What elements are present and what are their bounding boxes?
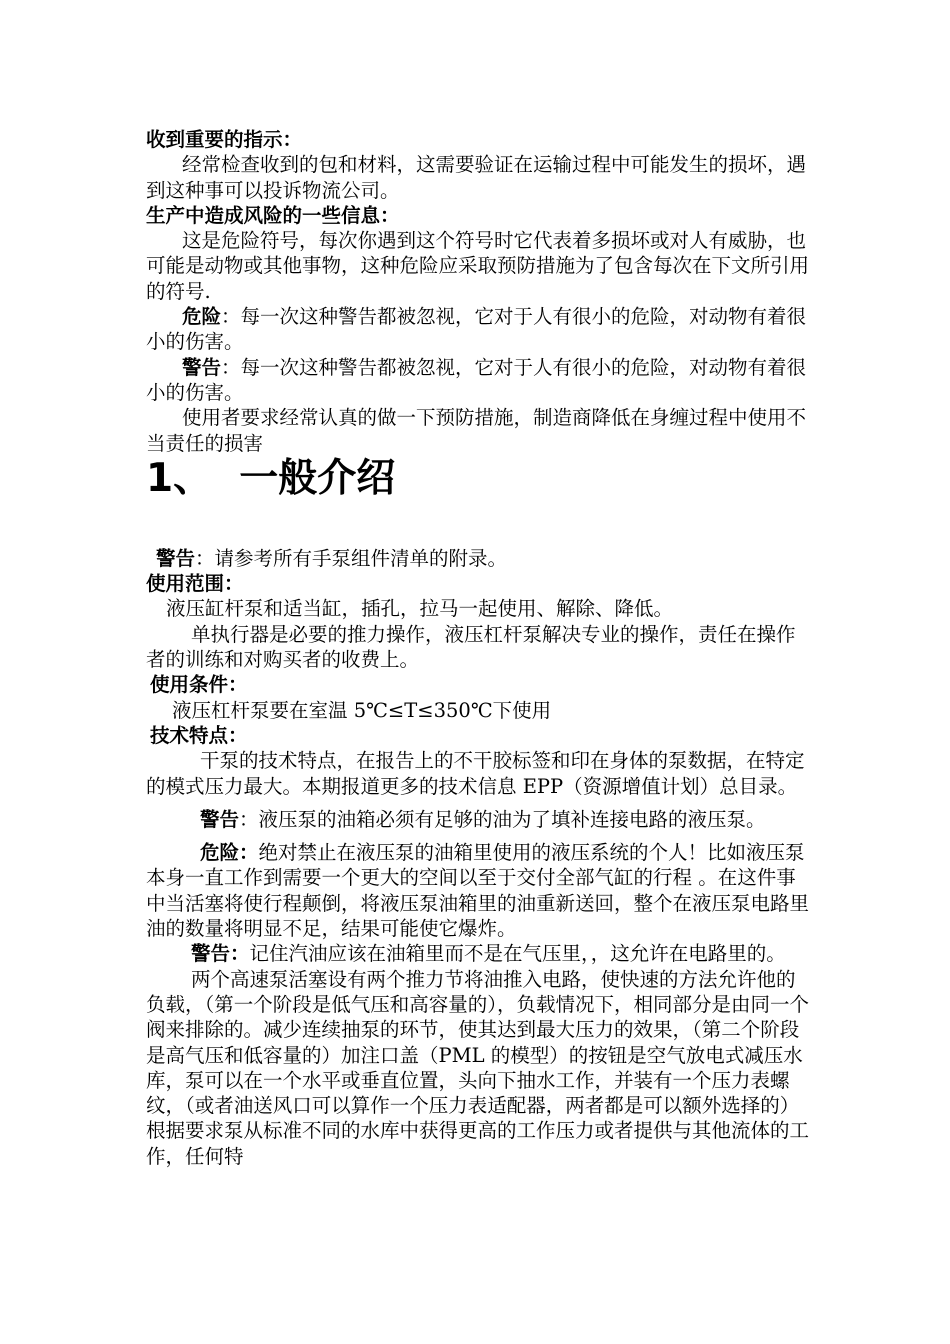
heading-technical: 技术特点： — [150, 723, 248, 747]
spacer — [146, 502, 814, 546]
danger-text: ：每一次这种警告都被忽视，它对于人有很小的危险，对动物有着很小的伤害。 — [146, 305, 807, 354]
paragraph-warning-4 — [146, 941, 814, 966]
paragraph-conditions: 液压杠杆泵要在室温 5℃≤T≤350℃下使用 — [172, 698, 552, 722]
warning-label: 警告 — [200, 807, 240, 831]
section-title: 1、 一般介绍 — [146, 455, 396, 501]
danger-label: 危险 — [182, 305, 222, 329]
paragraph-receive: 经常检查收到的包和材料，这需要验证在运输过程中可能发生的损坏，遇到这种事可以投诉物流公司。 — [146, 153, 807, 202]
paragraph-danger-symbol: 这是危险符号，每次你遇到这个符号时它代表着多损坏或对人有威胁，也可能是动物或其他事物，这种危险应采取预防措施为了包含每次在下文所引用的符号. — [146, 229, 810, 303]
paragraph-scope-2: 单执行器是必要的推力操作，液压杠杆泵解决专业的操作，责任在操作者的训练和对购买者的收费上。 — [146, 622, 796, 672]
heading-conditions: 使用条件： — [150, 673, 248, 697]
danger-label: 危险： — [200, 841, 259, 865]
paragraph-warning-2 — [146, 546, 814, 571]
warning-text: ：每一次这种警告都被忽视，它对于人有很小的危险，对动物有着很小的伤害。 — [146, 355, 807, 404]
paragraph-scope-1: 液压缸杆泵和适当缸，插孔，拉马一起使用、解除、降低。 — [166, 597, 674, 621]
paragraph-danger-2 — [146, 840, 814, 941]
heading-production-risk: 生产中造成风险的一些信息： — [146, 203, 400, 227]
heading-receive-instructions: 收到重要的指示： — [146, 128, 303, 151]
paragraph-technical: 干泵的技术特点，在报告上的不干胶标签和印在身体的泵数据，在特定的模式压力最大。本期报道更多的技术信息 EPP（资源增值计划）总目录。 — [146, 749, 805, 798]
paragraph-warning-1 — [146, 355, 814, 406]
warning-text: ：液压泵的油箱必须有足够的油为了填补连接电路的液压泵。 — [239, 807, 766, 831]
danger-text: 绝对禁止在液压泵的油箱里使用的液压系统的个人！比如液压泵本身一直工作到需要一个更大的空间以至于交付全部气缸的行程 。在这件事中当活塞将使行程颠倒，将液压泵油箱里的油重新送回，整个在液压泵电路里油的数量将明显不足，结果可能使它爆炸。 — [146, 841, 810, 941]
heading-scope: 使用范围： — [146, 572, 244, 596]
warning-label: 警告： — [191, 942, 250, 966]
paragraph-user-precautions: 使用者要求经常认真的做一下预防措施，制造商降低在身缠过程中使用不当责任的损害 — [146, 406, 807, 455]
paragraph-pistons: 两个高速泵活塞设有两个推力节将油推入电路，使快速的方法允许他的负载，（第一个阶段是低气压和高容量的），负载情况下，相同部分是由同一个阀来排除的。减少连续抽泵的环节，使其达到最大压力的效果，（第二个阶段是高气压和低容量的）加注口盖（PML 的模型）的按钮是空气放电式减压水库，泵可以在一个水平或垂直位置，头向下抽水工作，并装有一个压力表螺纹，（或者油送风口可以算作一个压力表适配器，两者都是可以额外选择的）根据要求泵从标准不同的水库中获得更高的工作压力或者提供与其他流体的工作，任何特 — [146, 967, 810, 1168]
warning-text: ：请参考所有手泵组件清单的附录。 — [195, 546, 508, 570]
paragraph-danger-1 — [146, 304, 814, 355]
warning-label: 警告 — [156, 546, 196, 570]
paragraph-warning-3 — [146, 807, 814, 832]
warning-label: 警告 — [182, 355, 222, 379]
document-body — [146, 127, 814, 1169]
warning-text: 记住汽油应该在油箱里而不是在气压里，，这允许在电路里的。 — [249, 942, 786, 966]
